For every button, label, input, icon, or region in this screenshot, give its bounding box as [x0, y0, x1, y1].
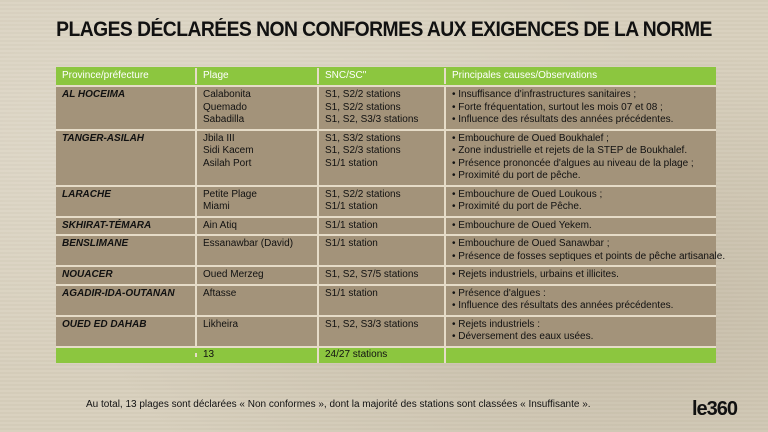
snc-cell-line: S1, S2, S7/5 stations — [325, 269, 419, 280]
snc-cell-line: S1, S3/2 stations — [325, 132, 401, 144]
table-row — [56, 187, 716, 218]
plage-cell-line: Quemado — [203, 101, 247, 113]
province-cell: LARACHE — [56, 187, 197, 216]
causes-cell-line: • Proximité du port de pêche. — [452, 170, 581, 181]
snc-cell — [319, 286, 446, 315]
causes-cell — [446, 286, 716, 315]
causes-cell-line: • Présence d'algues : — [452, 287, 546, 299]
causes-cell — [446, 317, 716, 346]
total-snc: 24/27 stations — [319, 347, 446, 364]
footer-note: Au total, 13 plages sont déclarées « Non conformes », dont la majorité des stations sont classées « Insuffisante ». — [86, 399, 591, 410]
results-table — [56, 67, 726, 363]
plage-cell-line: Sabadilla — [203, 114, 245, 125]
header-snc: SNC/SC" — [319, 68, 446, 85]
causes-cell — [446, 218, 716, 235]
snc-cell-line: S1, S2, S3/3 stations — [325, 318, 419, 330]
snc-cell — [319, 267, 446, 284]
plage-cell — [197, 218, 319, 235]
province-cell: AGADIR-IDA-OUTANAN — [56, 286, 197, 315]
snc-cell-line: S1/1 station — [325, 238, 378, 249]
plage-cell-line: Asilah Port — [203, 157, 252, 169]
plage-cell-line: Miami — [203, 201, 230, 212]
snc-cell-line: S1/1 station — [325, 157, 378, 169]
plage-cell — [197, 87, 319, 129]
province-cell: SKHIRAT-TÉMARA — [56, 218, 197, 235]
table-total-row — [56, 348, 716, 363]
table-row — [56, 267, 716, 286]
plage-cell-line: Essanawbar (David) — [203, 238, 294, 249]
causes-cell-line: • Proximité du port de Pêche. — [452, 201, 582, 212]
causes-cell-line: • Embouchure de Oued Sanawbar ; — [452, 238, 610, 249]
snc-cell-line: S1/1 station — [325, 287, 378, 299]
causes-cell-line: • Forte fréquentation, surtout les mois 07 et 08 ; — [452, 101, 663, 113]
total-empty-cell — [56, 353, 197, 357]
header-causes: Principales causes/Observations — [452, 69, 598, 81]
snc-cell — [319, 131, 446, 185]
snc-cell-line: S1, S2/2 stations — [325, 188, 401, 200]
plage-cell-line: Petite Plage — [203, 188, 257, 200]
snc-cell-line: S1, S2/3 stations — [325, 145, 401, 156]
total-empty-cell — [446, 353, 716, 357]
causes-cell — [446, 236, 726, 265]
snc-cell-line: S1/1 station — [325, 219, 378, 231]
plage-cell — [197, 267, 319, 284]
header-plage: Plage — [197, 68, 319, 85]
causes-cell — [446, 87, 716, 129]
causes-cell-line: • Rejets industriels, urbains et illicites. — [452, 269, 619, 280]
table-row — [56, 218, 716, 237]
snc-cell-line: S1, S2, S3/3 stations — [325, 114, 419, 125]
plage-cell-line: Ain Atiq — [203, 219, 237, 231]
plage-cell — [197, 187, 319, 216]
snc-cell-line: S1/1 station — [325, 201, 378, 212]
table-row — [56, 236, 726, 267]
causes-cell-line: • Présence prononcée d'algues au niveau de la plage ; — [452, 157, 694, 169]
snc-cell — [319, 218, 446, 235]
causes-cell-line: • Influence des résultats des années précédentes. — [452, 300, 674, 311]
province-cell: OUED ED DAHAB — [56, 317, 197, 346]
causes-cell — [446, 187, 716, 216]
total-plages: 13 — [197, 347, 319, 364]
plage-cell-line: Oued Merzeg — [203, 269, 264, 280]
snc-cell — [319, 317, 446, 346]
plage-cell-line: Jbila III — [203, 132, 235, 144]
plage-cell-line: Sidi Kacem — [203, 145, 254, 156]
plage-cell — [197, 131, 319, 185]
brand-logo: le360 — [692, 398, 738, 420]
header-province: Province/préfecture — [56, 68, 197, 85]
snc-cell-line: S1, S2/2 stations — [325, 101, 401, 113]
causes-cell-line: • Présence de fosses septiques et points de pêche artisanale. — [452, 250, 726, 262]
table-header-row — [56, 67, 716, 87]
plage-cell — [197, 236, 319, 265]
table-row — [56, 87, 716, 131]
province-cell: AL HOCEIMA — [56, 87, 197, 129]
plage-cell — [197, 317, 319, 346]
causes-cell-line: • Embouchure de Oued Loukous ; — [452, 188, 603, 200]
table-row — [56, 317, 716, 348]
causes-cell — [446, 267, 716, 284]
causes-cell — [446, 131, 716, 185]
causes-cell-line: • Rejets industriels : — [452, 318, 540, 330]
causes-cell-line: • Embouchure de Oued Boukhalef ; — [452, 132, 609, 144]
snc-cell — [319, 187, 446, 216]
causes-cell-line: • Insuffisance d'infrastructures sanitaires ; — [452, 89, 637, 100]
province-cell: TANGER-ASILAH — [56, 131, 197, 185]
snc-cell — [319, 87, 446, 129]
snc-cell — [319, 236, 446, 265]
plage-cell — [197, 286, 319, 315]
page-title: PLAGES DÉCLARÉES NON CONFORMES AUX EXIGENCES DE LA NORME — [56, 18, 712, 41]
table-row — [56, 286, 716, 317]
plage-cell-line: Likheira — [203, 318, 239, 330]
province-cell: BENSLIMANE — [56, 236, 197, 265]
table-row — [56, 131, 716, 187]
snc-cell-line: S1, S2/2 stations — [325, 89, 401, 100]
plage-cell-line: Calabonita — [203, 89, 251, 100]
causes-cell-line: • Déversement des eaux usées. — [452, 331, 594, 342]
causes-cell-line: • Influence des résultats des années précédentes. — [452, 114, 674, 125]
causes-cell-line: • Zone industrielle et rejets de la STEP de Boukhalef. — [452, 145, 688, 156]
causes-cell-line: • Embouchure de Oued Yekem. — [452, 219, 592, 231]
province-cell: NOUACER — [56, 267, 197, 284]
plage-cell-line: Aftasse — [203, 287, 237, 299]
